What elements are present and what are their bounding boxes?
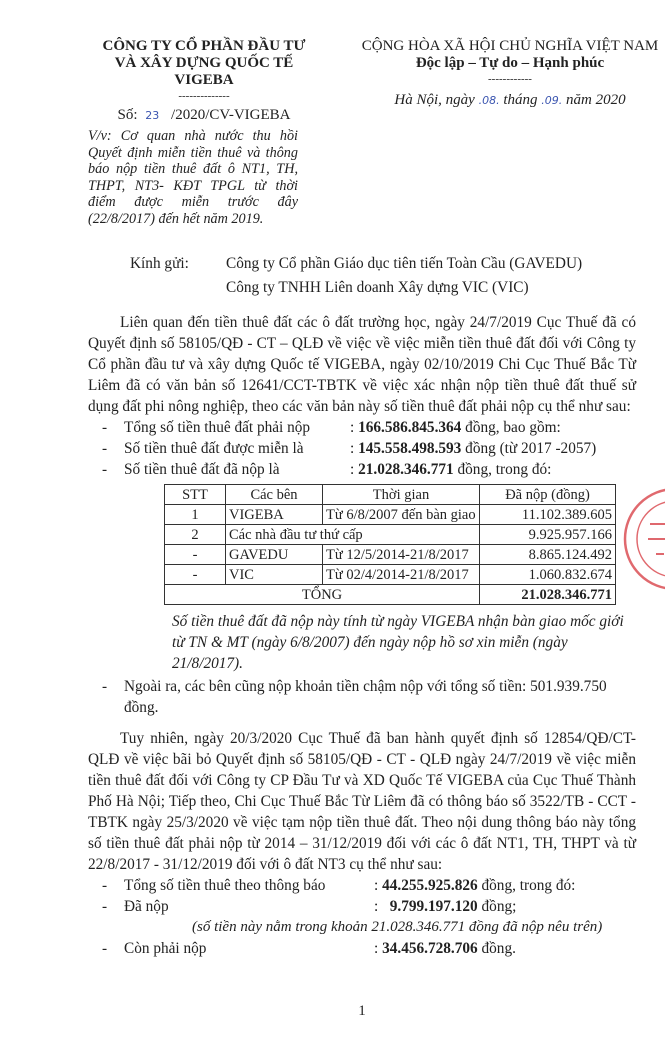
company-name-line1: CÔNG TY CỔ PHẦN ĐẦU TƯ [102, 38, 306, 54]
bullet-value: : 9.799.197.120 đồng; [374, 898, 517, 915]
recipient-1: Công ty Cổ phần Giáo dục tiên tiến Toàn Cầu (GAVEDU) [226, 255, 583, 272]
national-header [355, 38, 665, 86]
bullet-label: Tổng số tiền thuê đất phải nộp [124, 419, 311, 436]
amount: 34.456.728.706 [382, 940, 478, 957]
bullet-value: : 34.456.728.706 đồng. [374, 940, 516, 957]
table-row [165, 525, 616, 545]
bullet-paid [102, 459, 636, 480]
cell-party: Các nhà đầu tư thứ cấp [226, 525, 480, 545]
table-row [165, 565, 616, 585]
national-title: CỘNG HÒA XÃ HỘI CHỦ NGHĨA VIỆT NAM [361, 38, 659, 54]
cell-stt: 2 [165, 525, 226, 545]
page-number: 1 [358, 1003, 366, 1019]
dash: - [102, 898, 108, 915]
header-stt: STT [165, 485, 226, 505]
bullet-notice-total [102, 875, 636, 896]
bullet-remaining [102, 938, 636, 959]
paragraph-2: Tuy nhiên, ngày 20/3/2020 Cục Thuế đã ban hành quyết định số 12854/QĐ/CT-QLĐ về việc bãi bỏ Quyết định số 58105/QĐ - CT - QLĐ ngày 24/7/2019 về việc miễn tiền thuê đất đối với Công ty CP Đầu Tư và XD Quốc Tế VIGEBA của Cục Thuế Thành Phố Hà Nội; Tiếp theo, Chi Cục Thuế Bắc Từ Liêm đã có thông báo số 3522/TB - CCT - TBTK ngày 25/3/2020 về việc tạm nộp tiền thuê đất. Theo nội dung thông báo này tổng số tiền thuê đất phải nộp từ 2014 – 31/12/2019 đối với các ô đất NT1, TH, THPT và từ 22/8/2017 - 31/12/2019 đối với ô đất NT3 cụ thể như sau: [88, 730, 636, 873]
number-suffix: /2020/CV-VIGEBA [171, 107, 291, 123]
paid-note: (số tiền này nằm trong khoản 21.028.346.771 đồng đã nộp nêu trên) [192, 919, 603, 935]
amount: 44.255.925.826 [382, 877, 478, 894]
company-name [88, 38, 320, 103]
dash: - [102, 440, 108, 457]
cell-period: Từ 12/5/2014-21/8/2017 [323, 545, 480, 565]
bullet-label: Đã nộp [124, 898, 169, 915]
year-label: năm 2020 [562, 92, 626, 108]
dash: - [102, 877, 108, 894]
dash: - [102, 419, 108, 436]
header-period: Thời gian [323, 485, 480, 505]
bullet-label: Số tiền thuê đất được miễn là [124, 440, 304, 457]
number-prefix: Số: [117, 107, 138, 123]
dash: - [102, 940, 108, 957]
amount: 166.586.845.364 [358, 419, 462, 436]
table-row [165, 545, 616, 565]
handwritten-day: .08. [478, 94, 500, 107]
amount: 145.558.498.593 [358, 440, 462, 457]
header-paid: Đã nộp (đồng) [480, 485, 616, 505]
document-number [88, 107, 320, 124]
amount-suffix: đồng (từ 2017 -2057) [461, 440, 597, 457]
recipients-label: Kính gửi: [130, 255, 189, 272]
payments-table [164, 484, 616, 605]
cell-stt: - [165, 545, 226, 565]
cell-stt: 1 [165, 505, 226, 525]
cell-paid: 8.865.124.492 [480, 545, 616, 565]
company-stamp [620, 484, 665, 594]
bullet-value: : 21.028.346.771 đồng, trong đó: [350, 461, 552, 478]
total-label: TỔNG [165, 585, 480, 605]
divider: -------------- [178, 90, 230, 102]
bullet-label: Còn phải nộp [124, 940, 207, 957]
amount-suffix: đồng; [477, 898, 517, 915]
bullet-value: : 145.558.498.593 đồng (từ 2017 -2057) [350, 440, 597, 457]
date-line [355, 92, 665, 109]
table-wrapper [164, 484, 616, 605]
bullet-value: : 44.255.925.826 đồng, trong đó: [374, 877, 576, 894]
cell-paid: 1.060.832.674 [480, 565, 616, 585]
bullet-label: Số tiền thuê đất đã nộp là [124, 461, 280, 478]
late-fee-text: Ngoài ra, các bên cũng nộp khoản tiền chậm nộp với tổng số tiền: 501.939.750 đồng. [124, 678, 607, 716]
company-name-line2: VÀ XÂY DỰNG QUỐC TẾ VIGEBA [114, 55, 294, 88]
cell-paid: 9.925.957.166 [480, 525, 616, 545]
recipients [130, 253, 636, 298]
cell-period: Từ 6/8/2007 đến bàn giao [323, 505, 480, 525]
late-fee-line [102, 676, 636, 718]
header-right [355, 38, 665, 109]
cell-period: Từ 02/4/2014-21/8/2017 [323, 565, 480, 585]
month-label: tháng [499, 92, 542, 108]
total-value: 21.028.346.771 [480, 585, 616, 605]
divider: ------------ [488, 73, 532, 85]
dash: - [102, 461, 108, 478]
amount-suffix: đồng, trong đó: [453, 461, 552, 478]
cell-party: VIC [226, 565, 323, 585]
handwritten-month: .09. [541, 94, 563, 107]
cell-party: VIGEBA [226, 505, 323, 525]
paragraph-1: Liên quan đến tiền thuê đất các ô đất trường học, ngày 24/7/2019 Cục Thuế đã có Quyết định số 58105/QĐ - CT – QLĐ về việc về việc miễn tiền thuê đất đối với Công ty Cổ phần đầu tư và xây dựng Quốc tế VIGEBA, ngày 02/10/2019 Chi Cục Thuế Bắc Từ Liêm đã có văn bản số 12641/CCT-TBTK về việc xác nhận nộp tiền thuê đất thuế sử dụng đất phi nông nghiệp, theo các văn bản này số tiền thuê đất phải nộp cụ thể như sau: [88, 314, 636, 415]
bullet-label: Tổng số tiền thuê theo thông báo [124, 877, 326, 894]
bullet-value: : 166.586.845.364 đồng, bao gồm: [350, 419, 561, 436]
bullet-total-due [102, 417, 636, 438]
cell-paid: 11.102.389.605 [480, 505, 616, 525]
table-header-row [165, 485, 616, 505]
date-prefix: Hà Nội, ngày [394, 92, 479, 108]
amount: 9.799.197.120 [389, 898, 478, 915]
amount-suffix: đồng, bao gồm: [461, 419, 561, 436]
cell-party: GAVEDU [226, 545, 323, 565]
bullet-already-paid [102, 896, 636, 917]
header-parties: Các bên [226, 485, 323, 505]
subject-line: V/v: Cơ quan nhà nước thu hồi Quyết định miễn tiền thuê và thông báo nộp tiền thuê đất ô NT1, TH, THPT, NT3- KĐT TPGL từ thời điểm được miễn trước đây (22/8/2017) đến hết năm 2019. [88, 128, 298, 227]
table-row [165, 505, 616, 525]
amount: 21.028.346.771 [358, 461, 454, 478]
table-total-row [165, 585, 616, 605]
bullet-exempt [102, 438, 636, 459]
handwritten-number: 23 [145, 109, 160, 122]
amount-suffix: đồng. [477, 940, 516, 957]
amount-suffix: đồng, trong đó: [477, 877, 576, 894]
cell-stt: - [165, 565, 226, 585]
header-left [88, 38, 320, 227]
dash: - [102, 678, 108, 695]
document-header [88, 38, 659, 227]
table-note: Số tiền thuê đất đã nộp này tính từ ngày VIGEBA nhận bàn giao mốc giới từ TN & MT (ngày 6/8/2007) đến ngày nộp hồ sơ xin miễn (ngày 21/8/2017). [172, 613, 624, 672]
motto: Độc lập – Tự do – Hạnh phúc [415, 55, 605, 71]
recipient-2: Công ty TNHH Liên doanh Xây dựng VIC (VIC) [226, 279, 529, 296]
